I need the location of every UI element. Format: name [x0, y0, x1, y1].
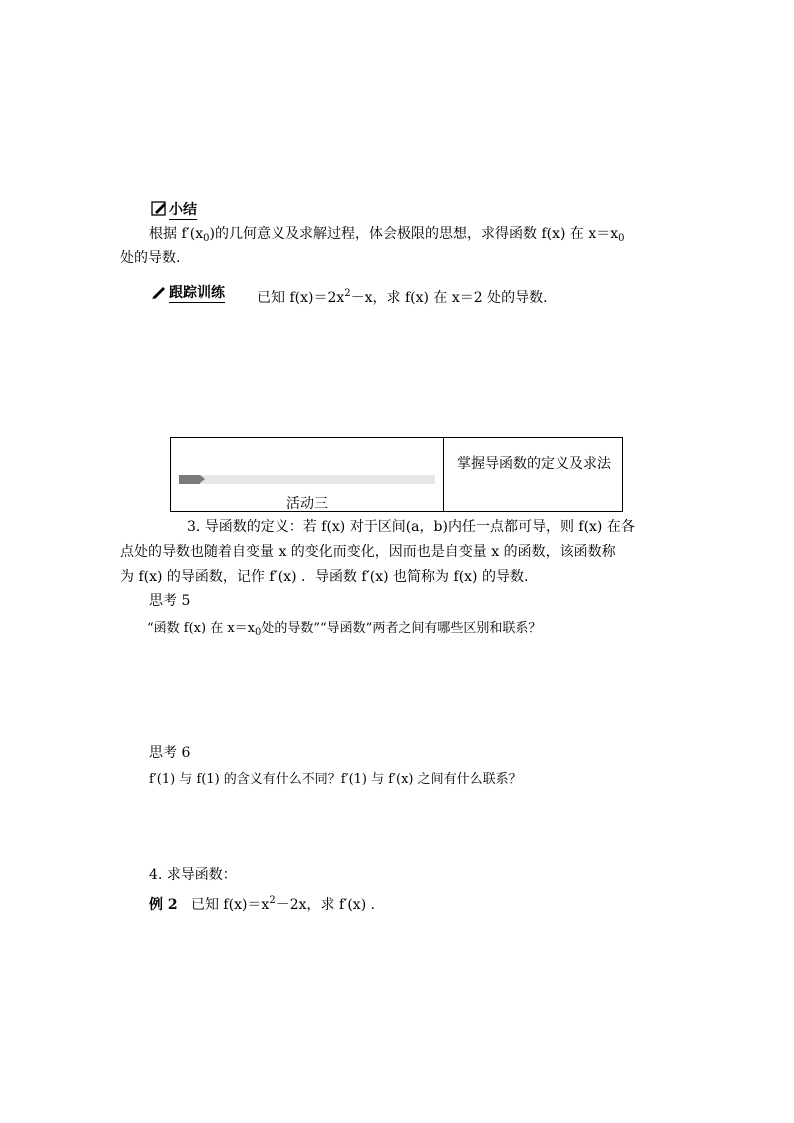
activity-goal: 掌握导函数的定义及求法 — [457, 456, 611, 472]
practice-heading — [151, 282, 225, 302]
summary-heading-text: 小结 — [169, 202, 197, 218]
example-2: 例 2 已知 $f(x)=x^2-2x$，求 f′(x) . — [149, 895, 376, 913]
think6-title: 思考 6 — [149, 745, 191, 761]
practice-text: 已知 $f(x)=2x^2-x$，求 f(x) 在 x＝2 处的导数. — [257, 288, 548, 306]
think5-text: “函数 f(x) 在 $x=x_0$处的导数”“导函数”两者之间有哪些区别和联系？ — [147, 621, 542, 638]
activity-table — [170, 437, 623, 512]
activity-progress-bar — [179, 475, 435, 484]
activity-progress-fill — [179, 475, 200, 484]
summary-line-2: 处的导数. — [120, 250, 181, 266]
definition-line-2: 点处的导数也随着自变量 x 的变化而变化，因而也是自变量 x 的函数，该函数称 — [120, 544, 616, 560]
think6-text: f′(1) 与 f(1) 的含义有什么不同？f′(1) 与 f′(x) 之间有什么联系？ — [149, 772, 522, 787]
activity-label: 活动三 — [286, 496, 328, 512]
think5-title: 思考 5 — [149, 593, 191, 609]
derive-heading: 4. 求导函数： — [149, 867, 237, 883]
note-pencil-icon — [151, 200, 168, 217]
summary-heading — [151, 199, 197, 219]
summary-line-1: 根据 $f'(x_0)$的几何意义及求解过程，体会极限的思想，求得函数 f(x) 在 $x=x_0$ — [149, 226, 625, 244]
example-label: 例 2 — [149, 897, 178, 913]
definition-line-3: 为 f(x) 的导函数，记作 f′(x) ．导函数 f′(x) 也简称为 f(x) 的导数. — [120, 569, 529, 585]
activity-progress-arrow — [200, 475, 205, 483]
definition-line-1: 3. 导函数的定义：若 f(x) 对于区间(a，b)内任一点都可导，则 f(x) 在各 — [187, 519, 635, 535]
practice-heading-text: 跟踪训练 — [169, 285, 225, 301]
pencil-icon — [151, 283, 168, 300]
